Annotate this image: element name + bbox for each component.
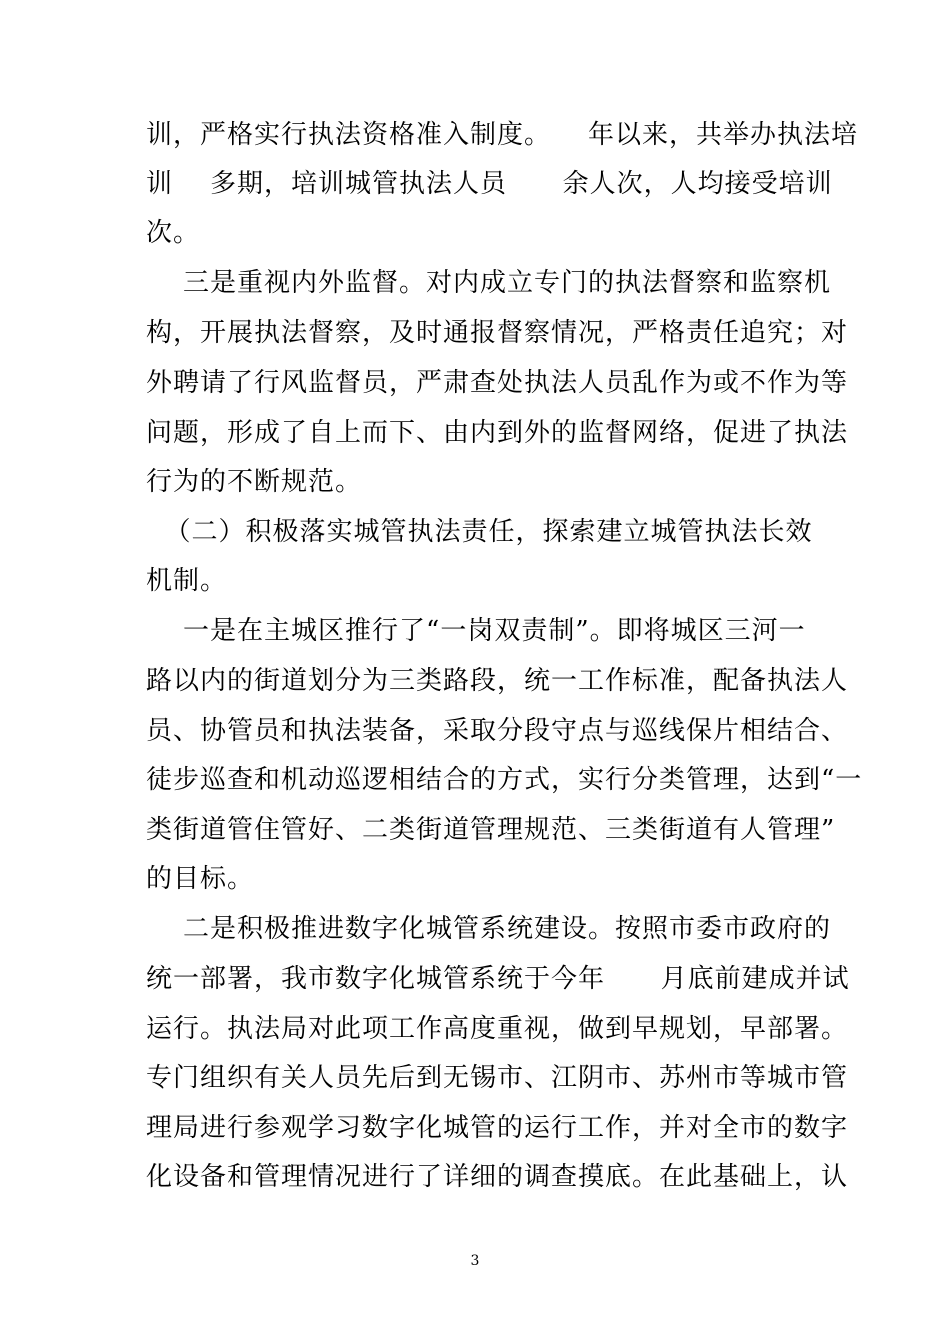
text-line: 二是积极推进数字化城管系统建设。按照市委市政府的: [146, 914, 832, 944]
text-line: 路以内的街道划分为三类路段，统一工作标准，配备执法人: [146, 666, 849, 696]
text-line: 训 多期，培训城管执法人员 余人次，人均接受培训: [146, 169, 833, 199]
text-line: 外聘请了行风监督员，严肃查处执法人员乱作为或不作为等: [146, 368, 849, 398]
text-line: 一是在主城区推行了“一岗双责制”。即将城区三河一: [146, 616, 806, 646]
text-line: 运行。执法局对此项工作高度重视，做到早规划，早部署。: [146, 1014, 849, 1044]
text-line: 的目标。: [146, 864, 255, 894]
text-line: 构，开展执法督察，及时通报督察情况，严格责任追究；对: [146, 318, 849, 348]
text-line: 徒步巡查和机动巡逻相结合的方式，实行分类管理，达到“一: [146, 765, 863, 795]
text-line: 统一部署，我市数字化城管系统于今年 月底前建成并试: [146, 964, 850, 994]
text-line: 问题，形成了自上而下、由内到外的监督网络，促进了执法: [146, 418, 849, 448]
text-line: 三是重视内外监督。对内成立专门的执法督察和监察机: [146, 268, 832, 298]
text-line: 专门组织有关人员先后到无锡市、江阴市、苏州市等城市管: [146, 1063, 849, 1093]
text-line: 化设备和管理情况进行了详细的调查摸底。在此基础上，认: [146, 1162, 849, 1192]
text-line: 次。: [146, 218, 201, 248]
text-line: 训，严格实行执法资格准入制度。 年以来，共举办执法培: [146, 120, 859, 150]
section-heading-continued: 机制。: [146, 566, 228, 596]
text-line: 类街道管住管好、二类街道管理规范、三类街道有人管理”: [146, 815, 836, 845]
page-number: 3: [470, 1253, 480, 1269]
text-line: 员、协管员和执法装备，采取分段守点与巡线保片相结合、: [146, 716, 849, 746]
section-heading: （二）积极落实城管执法责任，探索建立城管执法长效: [146, 517, 813, 547]
text-line: 行为的不断规范。: [146, 467, 363, 497]
text-line: 理局进行参观学习数字化城管的运行工作，并对全市的数字: [146, 1113, 849, 1143]
